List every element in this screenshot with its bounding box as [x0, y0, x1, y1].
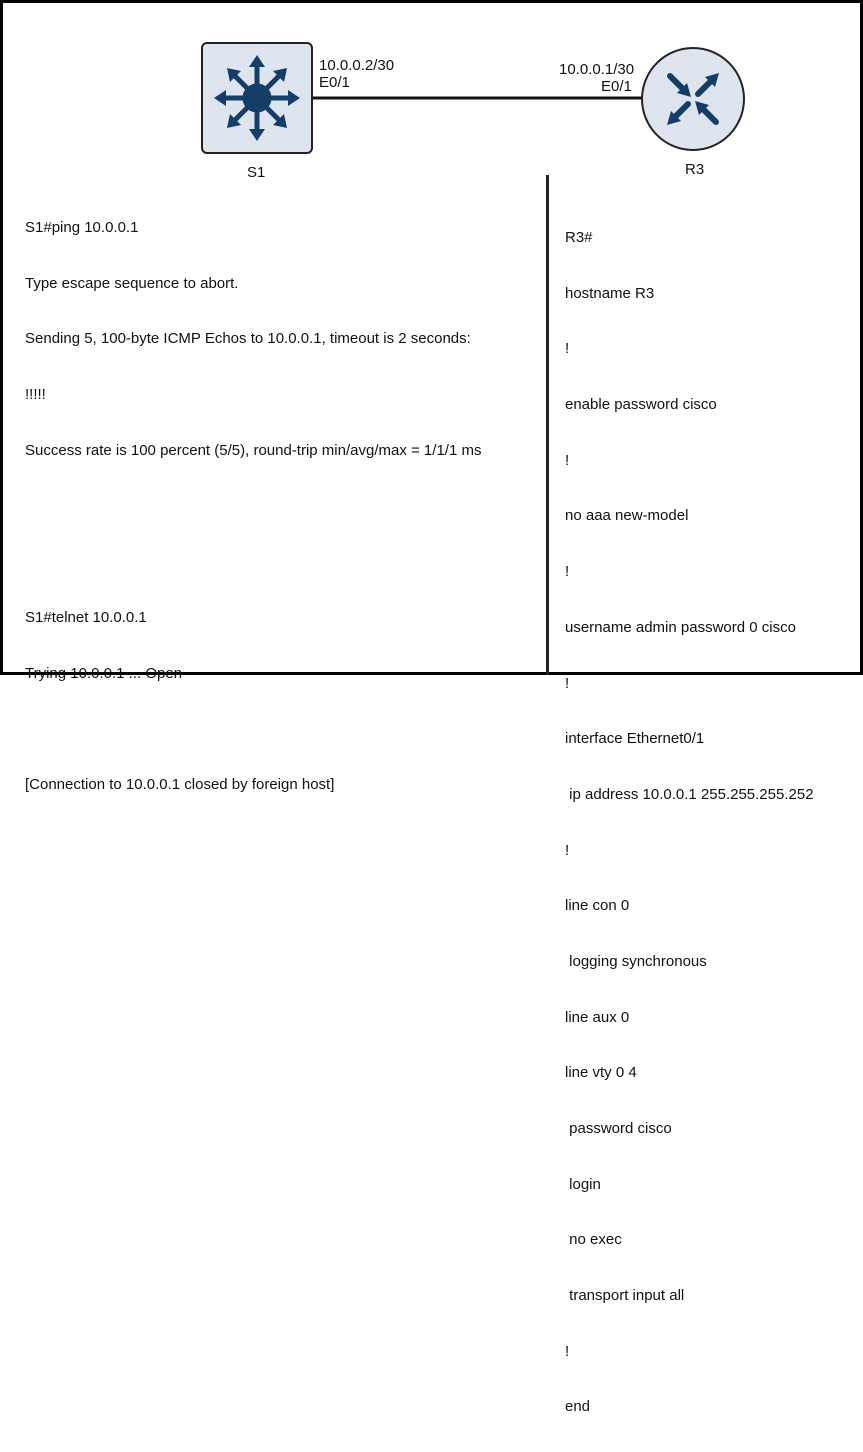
config-line: line aux 0	[565, 1008, 630, 1026]
console-line: Trying 10.0.0.1 ... Open	[25, 664, 183, 682]
config-line: !	[565, 340, 570, 358]
router-icon	[642, 48, 744, 150]
r3-device-name: R3	[685, 161, 705, 178]
config-line: R3#	[565, 229, 593, 246]
config-line: line vty 0 4	[565, 1064, 637, 1082]
r3-interface-label: E0/1	[601, 78, 632, 95]
config-line: line con 0	[565, 897, 630, 915]
config-line: interface Ethernet0/1	[565, 730, 705, 748]
s1-console-output	[25, 183, 481, 830]
config-line: no exec	[565, 1231, 622, 1249]
network-topology	[3, 3, 860, 173]
config-line: end	[565, 1398, 591, 1416]
config-line: username admin password 0 cisco	[565, 618, 796, 636]
console-line: [Connection to 10.0.0.1 closed by foreign host]	[25, 775, 335, 793]
console-line	[25, 718, 481, 740]
r3-running-config	[565, 193, 814, 1452]
config-line: password cisco	[565, 1120, 672, 1137]
s1-device-name: S1	[247, 164, 266, 181]
console-line: S1#ping 10.0.0.1	[25, 219, 139, 236]
config-line: login	[565, 1175, 601, 1193]
console-line: Success rate is 100 percent (5/5), round-trip min/avg/max = 1/1/1 ms	[25, 441, 482, 459]
panel-divider	[546, 175, 549, 675]
console-line: !!!!!	[25, 386, 46, 404]
config-line: logging synchronous	[565, 952, 707, 970]
config-line: no aaa new-model	[565, 507, 689, 525]
config-line: !	[565, 1342, 570, 1360]
console-line	[25, 551, 481, 573]
r3-ip-label: 10.0.0.1/30	[559, 61, 635, 78]
console-line: Sending 5, 100-byte ICMP Echos to 10.0.0.1, timeout is 2 seconds:	[25, 330, 471, 348]
s1-ip-label: 10.0.0.2/30	[319, 57, 395, 74]
config-line: !	[565, 451, 570, 469]
config-line: !	[565, 674, 570, 692]
console-line: S1#telnet 10.0.0.1	[25, 608, 147, 626]
s1-interface-label: E0/1	[319, 74, 350, 91]
config-line: !	[565, 563, 570, 581]
multilayer-switch-icon	[202, 43, 312, 153]
config-line: enable password cisco	[565, 396, 717, 414]
config-line: transport input all	[565, 1287, 685, 1305]
config-line: hostname R3	[565, 284, 655, 302]
config-line: !	[565, 841, 570, 859]
config-line: ip address 10.0.0.1 255.255.255.252	[565, 785, 814, 803]
console-line: Type escape sequence to abort.	[25, 274, 239, 292]
console-line	[25, 495, 481, 517]
